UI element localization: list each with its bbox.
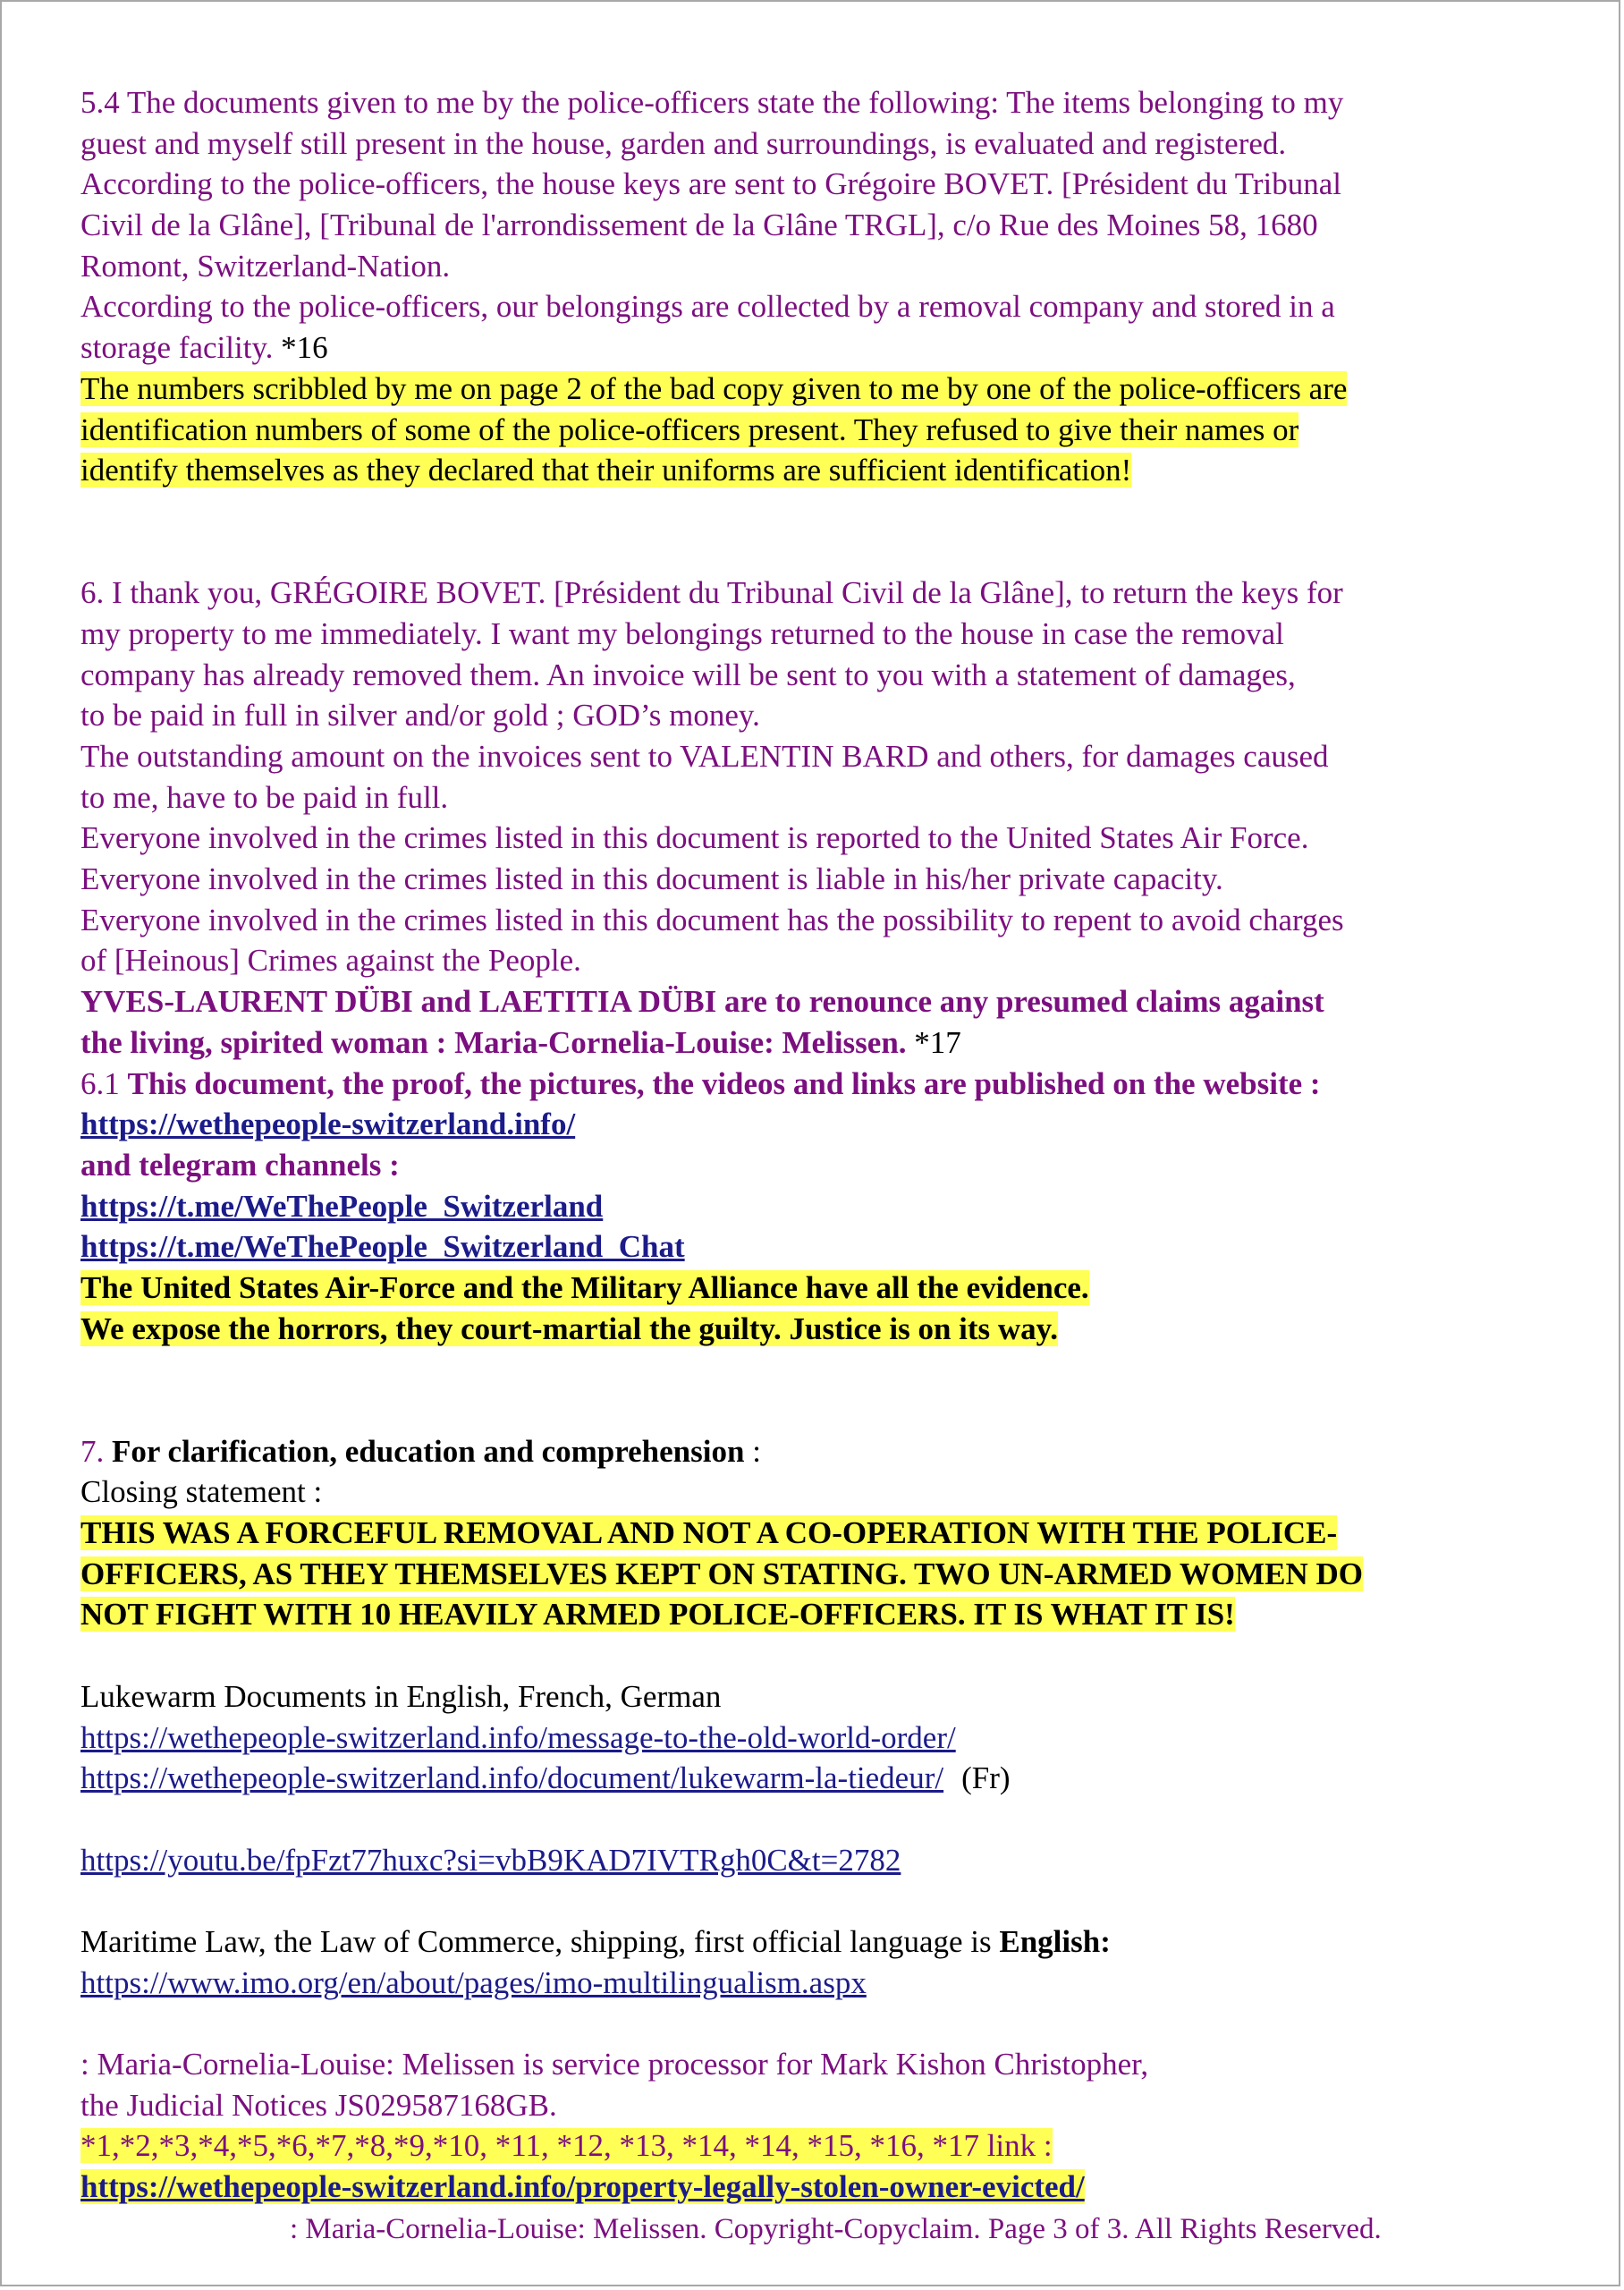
old-world-order-link[interactable]: https://wethepeople-switzerland.info/message-to-the-old-world-order/ <box>80 1719 956 1755</box>
references-text: *1,*2,*3,*4,*5,*6,*7,*8,*9,*10, *11, *12, *13, *14, *14, *15, *16, *17 link : <box>80 2128 1053 2164</box>
link-line <box>80 1963 1547 2004</box>
section-number: 6.1 <box>80 1065 128 1101</box>
language-tag: (Fr) <box>961 1760 1011 1796</box>
paragraph-line: 6. I thank you, GRÉGOIRE BOVET. [Président du Tribunal Civil de la Glâne], to return the keys for <box>80 575 1343 611</box>
paragraph-line: company has already removed them. An invoice will be sent to you with a statement of damages, <box>80 657 1296 692</box>
spacer <box>80 1349 1547 1430</box>
maritime-text: Maritime Law, the Law of Commerce, shipping, first official language is <box>80 1923 1000 1959</box>
paragraph-line: my property to me immediately. I want my belongings returned to the house in case the removal <box>80 615 1284 651</box>
telegram-link[interactable]: https://t.me/WeThePeople_Switzerland <box>80 1188 604 1224</box>
paragraph-line <box>80 327 1547 369</box>
paragraph-line: Everyone involved in the crimes listed in this document is liable in his/her private capacity. <box>80 861 1223 897</box>
spacer <box>80 2003 1547 2044</box>
highlighted-line <box>80 1554 1547 1595</box>
section-6-1-line <box>80 1064 1547 1105</box>
link-line <box>80 1226 1547 1268</box>
paragraph-line: According to the police-officers, the house keys are sent to Grégoire BOVET. [Président du Tribunal <box>80 166 1342 202</box>
highlighted-text: identify themselves as they declared that their uniforms are sufficient identification! <box>80 453 1132 488</box>
highlighted-text: identification numbers of some of the police-officers present. They refused to give their names or <box>80 411 1299 447</box>
paragraph-line: guest and myself still present in the house, garden and surroundings, is evaluated and registered. <box>80 125 1287 161</box>
footnote-ref: *16 <box>273 330 328 366</box>
highlighted-text: The numbers scribbled by me on page 2 of the bad copy given to me by one of the police-officers are <box>80 370 1348 406</box>
section-7-heading <box>80 1431 1547 1472</box>
bold-statement-line: YVES-LAURENT DÜBI and LAETITIA DÜBI are to renounce any presumed claims against <box>80 984 1324 1020</box>
section-7 <box>80 1431 1547 2208</box>
paragraph-line: 5.4 The documents given to me by the police-officers state the following: The items belonging to my <box>80 85 1344 120</box>
spacer <box>80 1799 1547 1840</box>
section-title: For clarification, education and comprehension <box>112 1433 745 1469</box>
paragraph-line: Everyone involved in the crimes listed in this document has the possibility to repent to avoid charges <box>80 902 1344 937</box>
bold-text: the living, spirited woman : Maria-Cornelia-Louise: Melissen. <box>80 1024 907 1060</box>
page-footer: : Maria-Cornelia-Louise: Melissen. Copyright-Copyclaim. Page 3 of 3. All Rights Reserved. <box>290 2213 1382 2245</box>
references-line <box>80 2125 1547 2167</box>
highlighted-line <box>80 410 1547 451</box>
lukewarm-fr-link[interactable]: https://wethepeople-switzerland.info/document/lukewarm-la-tiedeur/ <box>80 1760 944 1796</box>
paragraph-line: According to the police-officers, our belongings are collected by a removal company and stored in a <box>80 289 1335 325</box>
link-line <box>80 1104 1547 1145</box>
highlighted-line <box>80 450 1547 491</box>
english-bold: English: <box>999 1923 1111 1959</box>
youtube-link[interactable]: https://youtu.be/fpFzt77huxc?si=vbB9KAD7IVTRgh0C&t=2782 <box>80 1842 901 1878</box>
lukewarm-label: Lukewarm Documents in English, French, German <box>80 1678 722 1714</box>
paragraph-line: The outstanding amount on the invoices sent to VALENTIN BARD and others, for damages caused <box>80 739 1329 775</box>
closing-statement-label: Closing statement : <box>80 1474 323 1510</box>
highlighted-text: The United States Air-Force and the Military Alliance have all the evidence. <box>80 1269 1089 1305</box>
final-link[interactable]: https://wethepeople-switzerland.info/property-legally-stolen-owner-evicted/ <box>80 2169 1085 2205</box>
service-line: : Maria-Cornelia-Louise: Melissen is service processor for Mark Kishon Christopher, <box>80 2047 1149 2082</box>
title-colon: : <box>744 1433 761 1469</box>
bold-text: This document, the proof, the pictures, the videos and links are published on the website : <box>127 1065 1321 1101</box>
page-content <box>80 82 1547 2208</box>
link-line <box>80 1186 1547 1227</box>
spacer <box>80 1635 1547 1676</box>
service-line: the Judicial Notices JS029587168GB. <box>80 2087 557 2123</box>
link-line <box>80 1840 1547 1881</box>
paragraph-line: Everyone involved in the crimes listed in this document is reported to the United States Air Force. <box>80 820 1309 856</box>
link-line <box>80 1758 1547 1799</box>
highlighted-line <box>80 369 1547 410</box>
footnote-ref: *17 <box>906 1024 961 1060</box>
paragraph-line: Civil de la Glâne], [Tribunal de l'arrondissement de la Glâne TRGL], c/o Rue des Moines 58, 1680 <box>80 208 1318 243</box>
bold-statement-line <box>80 1022 1547 1064</box>
highlighted-line <box>80 1594 1547 1635</box>
highlighted-line <box>80 1309 1547 1350</box>
highlighted-line <box>80 1268 1547 1309</box>
telegram-label: and telegram channels : <box>80 1147 400 1183</box>
highlighted-text: THIS WAS A FORCEFUL REMOVAL AND NOT A CO-OPERATION WITH THE POLICE- <box>80 1515 1338 1551</box>
section-6 <box>80 572 1547 1349</box>
highlighted-line <box>80 1513 1547 1554</box>
paragraph-line: of [Heinous] Crimes against the People. <box>80 943 581 979</box>
spacer <box>80 491 1547 572</box>
section-5-4 <box>80 82 1547 491</box>
highlighted-text: NOT FIGHT WITH 10 HEAVILY ARMED POLICE-OFFICERS. IT IS WHAT IT IS! <box>80 1597 1235 1633</box>
imo-link[interactable]: https://www.imo.org/en/about/pages/imo-multilingualism.aspx <box>80 1964 867 2000</box>
link-line <box>80 2167 1547 2208</box>
highlighted-text: OFFICERS, AS THEY THEMSELVES KEPT ON STATING. TWO UN-ARMED WOMEN DO <box>80 1556 1363 1591</box>
paragraph-line: to me, have to be paid in full. <box>80 779 449 815</box>
link-line <box>80 1718 1547 1759</box>
maritime-line <box>80 1921 1547 1963</box>
spacer <box>80 1880 1547 1921</box>
telegram-chat-link[interactable]: https://t.me/WeThePeople_Switzerland_Chat <box>80 1229 685 1265</box>
website-link[interactable]: https://wethepeople-switzerland.info/ <box>80 1107 576 1142</box>
section-number: 7. <box>80 1433 112 1469</box>
paragraph-text: storage facility. <box>80 330 274 366</box>
paragraph-line: Romont, Switzerland-Nation. <box>80 248 451 284</box>
highlighted-text: We expose the horrors, they court-martial the guilty. Justice is on its way. <box>80 1310 1058 1346</box>
paragraph-line: to be paid in full in silver and/or gold ; GOD’s money. <box>80 698 760 734</box>
